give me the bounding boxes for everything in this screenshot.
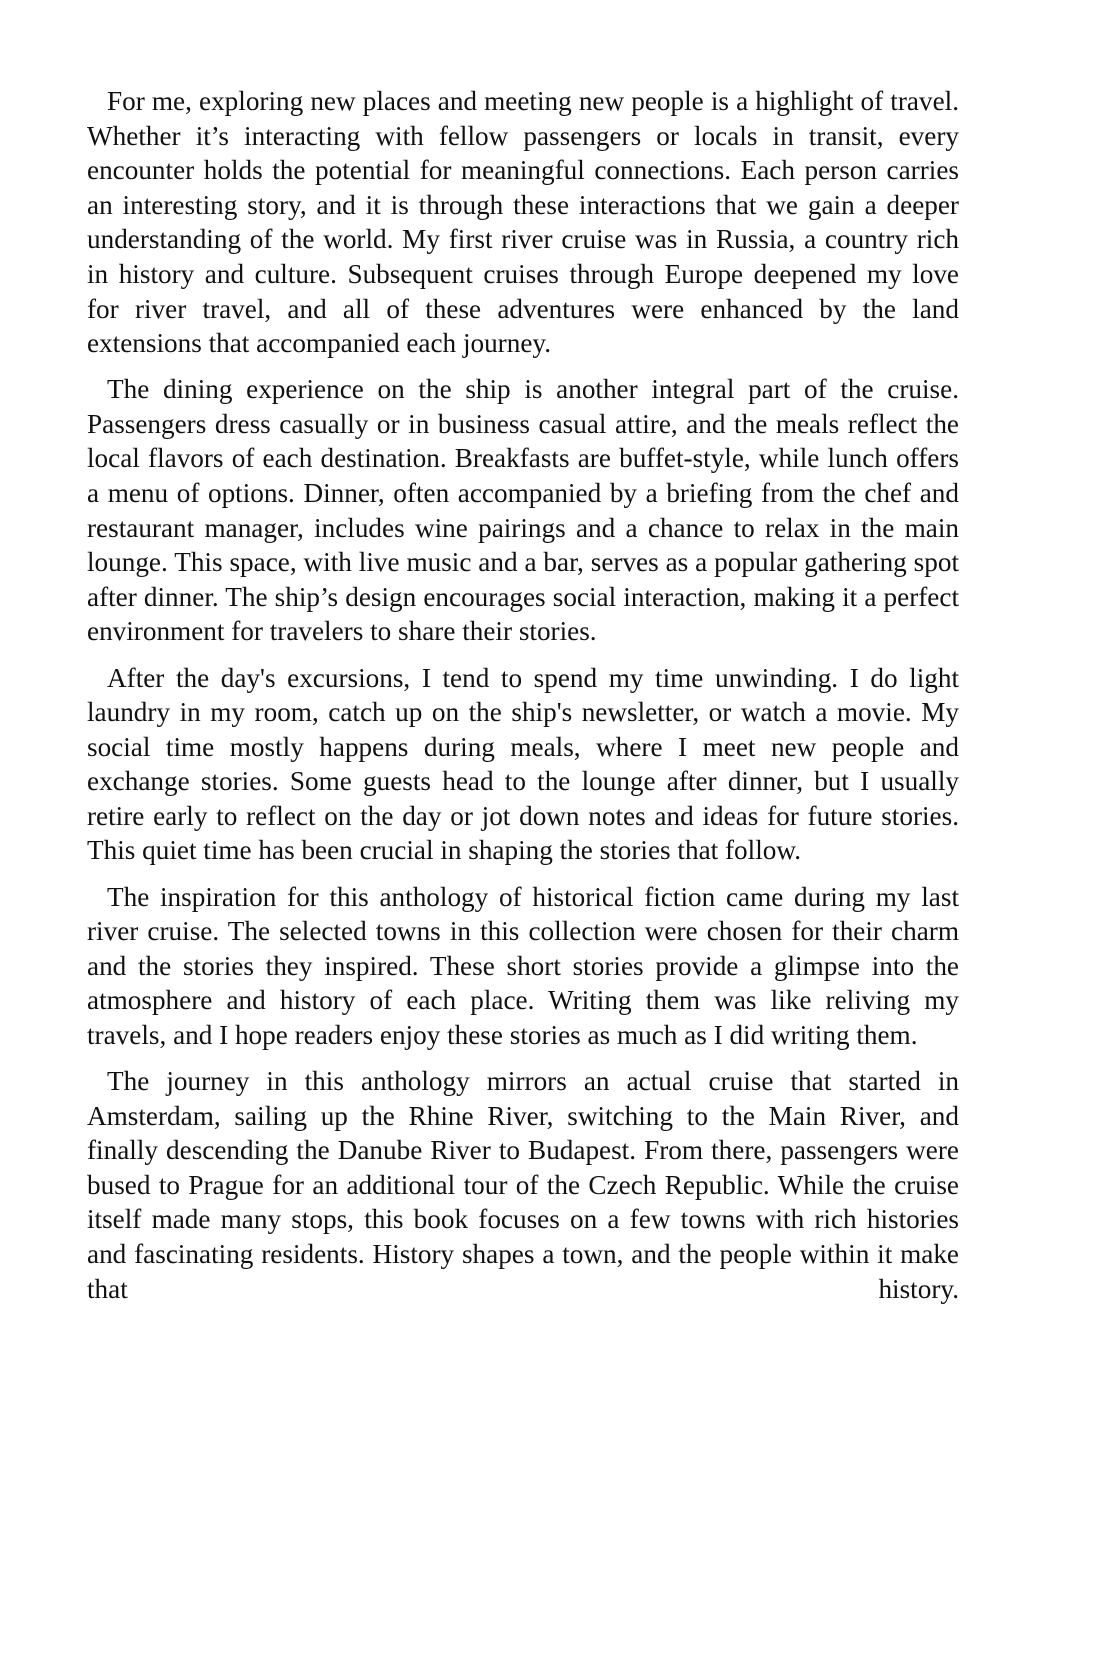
paragraph-cruise-journey: The journey in this anthology mirrors an actual cruise that started in Amsterdam, sailing up the Rhine River, switching to the Main River, and finally descending the Danube River to Budapest. From there, passengers were bused to Prague for an additional tour of the Czech Republic. While the cruise itself made many stops, this book focuses on a few towns with rich histories and fascinating residents. History shapes a town, and the people within it make that history. [87, 1066, 959, 1304]
paragraph-travel-connections: For me, exploring new places and meeting new people is a highlight of travel. Whether it’s interacting with fellow passengers or locals in transit, every encounter holds the potential for meaningful connections. Each person carries an interesting story, and it is through these interactions that we gain a deeper understanding of the world. My first river cruise was in Russia, a country rich in history and culture. Subsequent cruises through Europe deepened my love for river travel, and all of these adventures were enhanced by the land extensions that accompanied each journey. [87, 86, 959, 359]
page-body [87, 84, 959, 1318]
paragraph-anthology-inspiration: The inspiration for this anthology of historical fiction came during my last river cruise. The selected towns in this collection were chosen for their charm and the stories they inspired. These short stories provide a glimpse into the atmosphere and history of each place. Writing them was like reliving my travels, and I hope readers enjoy these stories as much as I did writing them. [87, 881, 959, 1050]
paragraph-evening-routine: After the day's excursions, I tend to spend my time unwinding. I do light laundry in my room, catch up on the ship's newsletter, or watch a movie. My social time mostly happens during meals, where I meet new people and exchange stories. Some guests head to the lounge after dinner, but I usually retire early to reflect on the day or jot down notes and ideas for future stories. This quiet time has been crucial in shaping the stories that follow. [87, 662, 959, 866]
paragraph-dining-experience: The dining experience on the ship is another integral part of the cruise. Passengers dress casually or in business casual attire, and the meals reflect the local flavors of each destination. Breakfasts are buffet-style, while lunch offers a menu of options. Dinner, often accompanied by a briefing from the chef and restaurant manager, includes wine pairings and a chance to relax in the main lounge. This space, with live music and a bar, serves as a popular gathering spot after dinner. The ship’s design encourages social interaction, making it a perfect environment for travelers to share their stories. [87, 374, 959, 647]
